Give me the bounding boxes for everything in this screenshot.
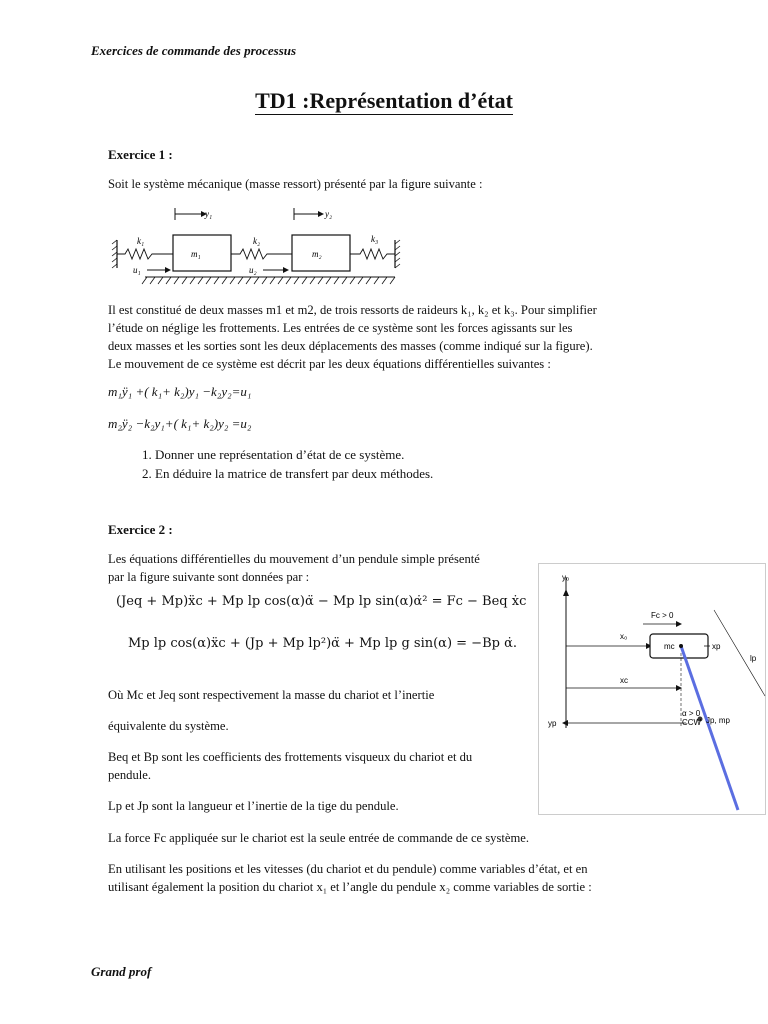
page-title: TD1 :Représentation d’état [255,88,513,113]
exercise-1-description: Il est constitué de deux masses m1 et m2, de trois ressorts de raideurs k₁, k₂ et k₃. Pour simplifier l’étude on néglige les frottements. Les entrées de ce système sont les forces agissants sur les deux masses et les sorties sont les deux déplacements des masses (comme indiqué sur la figure). Le mouvement de ce système est décrit par les deux équations différentielles suivantes : [108,303,597,371]
u2-label: u₂ [249,265,257,275]
pendulum-equation-1: (Jeq + Mp)ẍc + Mp lp cos(α)α̈ − Mp lp sin(α)α̇² = Fc − Beq ẋc [116,594,527,609]
alpha-label: α > 0 [682,709,701,718]
xc-label: xc [620,676,628,685]
exercise-2-heading: Exercice 2 : [108,522,173,537]
u1-label: u₁ [133,265,141,275]
output-text: En utilisant les positions et les vitesses (du chariot et du pendule) comme variables d’état, et en utilisant également la position du chariot x₁ et l’angle du pendule x₂ comme variables de sortie : [108,862,592,894]
m2-label: m₂ [312,249,322,259]
exercise-2-intro: Les équations différentielles du mouvement d’un pendule simple présenté par la figure suivante sont données par : [108,552,480,584]
lp-label: lp [750,654,757,663]
exercise-1-questions [133,445,433,483]
m1-label: m₁ [191,249,201,259]
xp-label: xp [712,642,721,651]
exercise-1-heading: Exercice 1 : [108,147,173,162]
question-2: 2. En déduire la matrice de transfert par deux méthodes. [155,464,433,483]
y0-label: y₀ [562,573,570,582]
question-1: 1. Donner une représentation d’état de ce système. [155,445,433,464]
friction-text: Beq et Bp sont les coefficients des frottements visqueux du chariot et du pendule. [108,750,473,782]
pendulum-equation-2: Mp lp cos(α)ẍc + (Jp + Mp lp²)α̈ + Mp lp g sin(α) = −Bp α̇. [128,636,517,651]
equation-2: m₂ÿ₂ −k₂y₁+( k₁+ k₂)y₂ =u₂ [108,416,252,431]
jp-label: Jp, mp [706,716,731,725]
k3-label: k₃ [371,234,379,244]
yp-label: yp [548,719,557,728]
x0-label: x₀ [620,632,628,641]
where-mc-text: Où Mc et Jeq sont respectivement la masse du chariot et l’inertie [108,688,435,702]
pendulum-figure [538,563,766,815]
rod-text: Lp et Jp sont la langueur et l’inertie de la tige du pendule. [108,799,399,813]
k1-label: k₁ [137,236,145,246]
mc-label: mc [664,642,675,651]
k2-label: k₂ [253,236,261,246]
exercise-1-intro: Soit le système mécanique (masse ressort) présenté par la figure suivante : [108,177,483,191]
y2-label: y₂ [325,209,333,219]
page-header: Exercices de commande des processus [91,43,297,58]
where-system-text: équivalente du système. [108,719,229,733]
ccw-label: CCW [682,718,702,727]
page-footer: Grand prof [91,964,152,979]
y1-label: y₁ [205,209,213,219]
fc-label: Fc > 0 [651,611,674,620]
equation-1: m₁ÿ₁ +( k₁+ k₂)y₁ −k₂y₂=u₁ [108,384,252,399]
mass-spring-figure [105,200,405,290]
force-text: La force Fc appliquée sur le chariot est la seule entrée de commande de ce système. [108,831,530,845]
